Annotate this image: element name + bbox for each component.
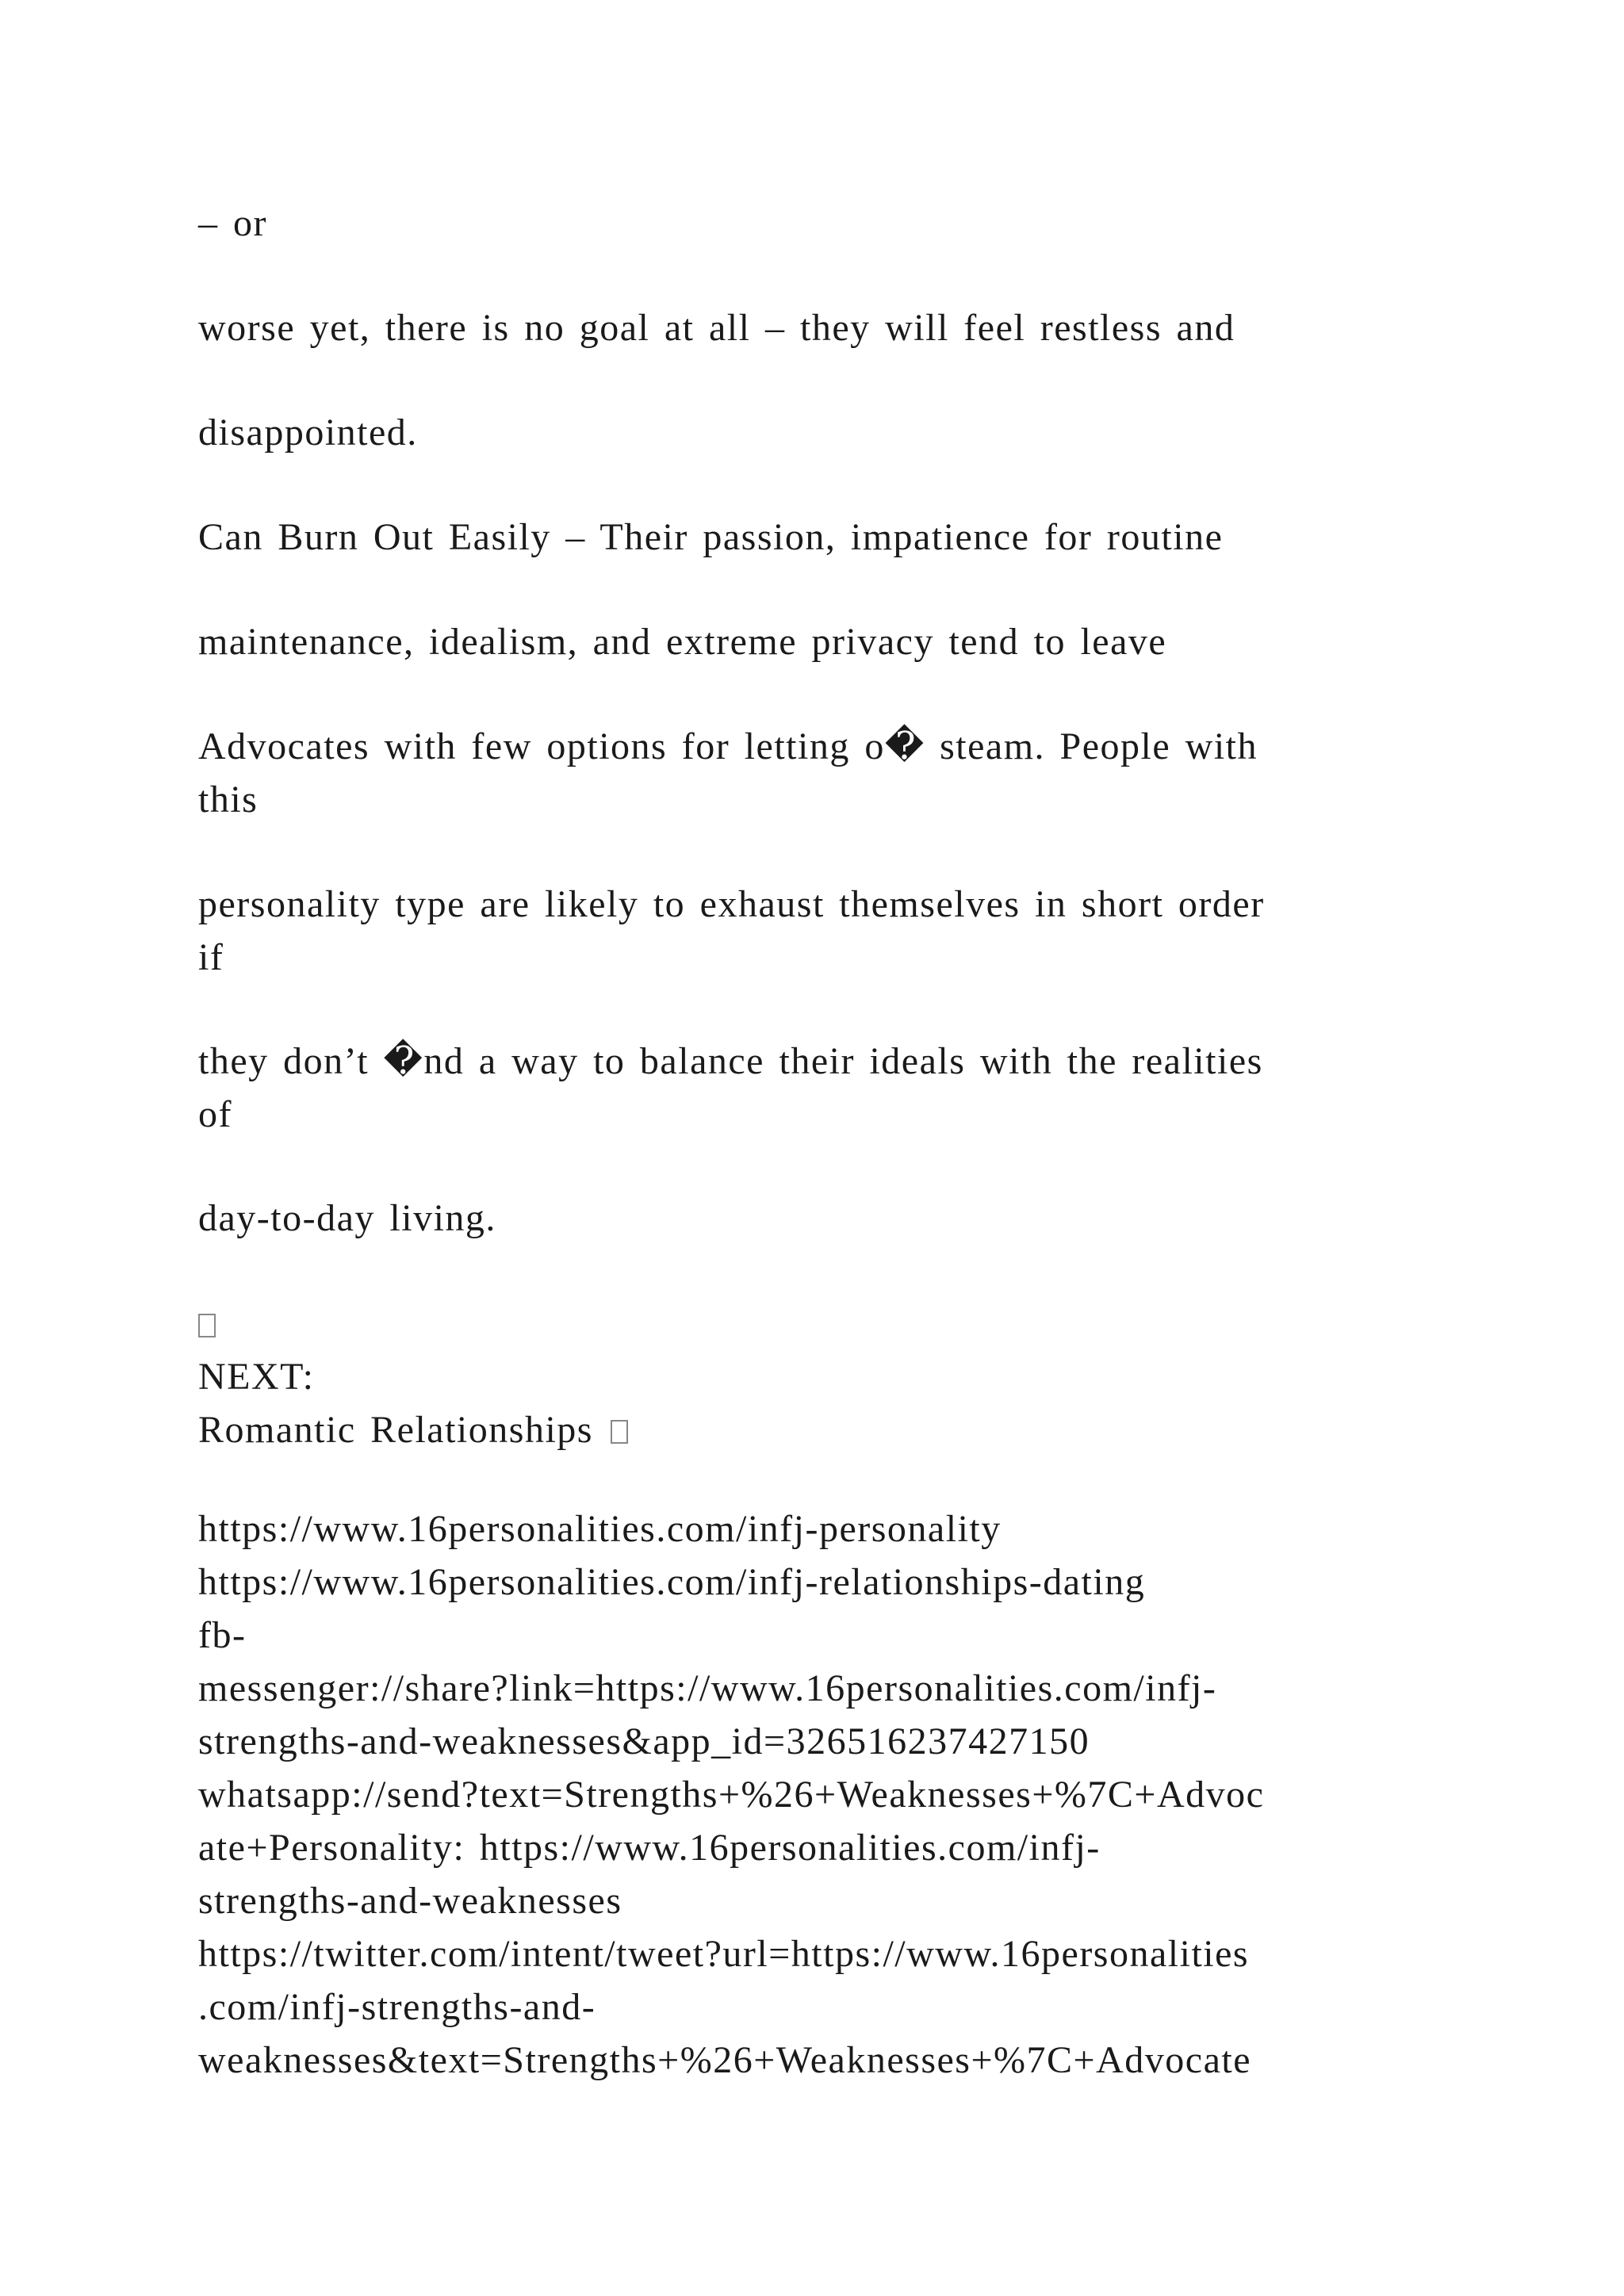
chevron-right-icon: [611, 1420, 628, 1444]
link-fb-messenger-line1[interactable]: fb-: [198, 1614, 247, 1656]
paragraph-fragment-or: – or: [198, 202, 267, 244]
paragraph-personality-type-line2: if: [198, 936, 224, 978]
paragraph-living: day-to-day living.: [198, 1197, 496, 1239]
link-twitter-line2[interactable]: .com/infj-strengths-and-: [198, 1986, 596, 2028]
next-section[interactable]: [198, 1297, 628, 1456]
link-whatsapp-line2[interactable]: ate+Personality: https://www.16personalities.com/infj-: [198, 1827, 1101, 1869]
link-infj-relationships[interactable]: https://www.16personalities.com/infj-relationships-dating: [198, 1561, 1146, 1603]
paragraph-maintenance: maintenance, idealism, and extreme privacy tend to leave: [198, 621, 1167, 663]
links-block: [198, 1502, 1264, 2087]
next-title[interactable]: Romantic Relationships: [198, 1409, 593, 1451]
next-title-row[interactable]: [198, 1403, 628, 1456]
paragraph-balance-line1: they don’t �nd a way to balance their ideals with the realities: [198, 1040, 1263, 1082]
paragraph-advocates-line2: this: [198, 779, 259, 821]
link-infj-personality[interactable]: https://www.16personalities.com/infj-personality: [198, 1508, 1002, 1550]
link-whatsapp-line1[interactable]: whatsapp://send?text=Strengths+%26+Weaknesses+%7C+Advoc: [198, 1774, 1265, 1816]
paragraph-personality-type-line1: personality type are likely to exhaust themselves in short order: [198, 883, 1265, 925]
paragraph-balance-line2: of: [198, 1093, 232, 1135]
link-twitter-line3[interactable]: weaknesses&text=Strengths+%26+Weaknesses+%7C+Advocate: [198, 2039, 1252, 2081]
link-fb-messenger-line3[interactable]: strengths-and-weaknesses&app_id=326516237427150: [198, 1720, 1090, 1762]
link-twitter-line1[interactable]: https://twitter.com/intent/tweet?url=https://www.16personalities: [198, 1933, 1250, 1975]
paragraph-advocates: [198, 720, 1258, 826]
next-arrow-icon: [198, 1297, 628, 1350]
next-label: NEXT:: [198, 1356, 315, 1398]
link-whatsapp-line3[interactable]: strengths-and-weaknesses: [198, 1880, 622, 1922]
paragraph-advocates-line1: Advocates with few options for letting o� steam. People with: [198, 725, 1258, 767]
link-fb-messenger-line2[interactable]: messenger://share?link=https://www.16personalities.com/infj-: [198, 1667, 1217, 1709]
paragraph-burn-out: Can Burn Out Easily – Their passion, impatience for routine: [198, 516, 1224, 558]
paragraph-balance: [198, 1035, 1263, 1141]
paragraph-disappointed: disappointed.: [198, 411, 418, 453]
paragraph-goal: worse yet, there is no goal at all – they will feel restless and: [198, 307, 1235, 349]
paragraph-personality-type: [198, 878, 1265, 984]
